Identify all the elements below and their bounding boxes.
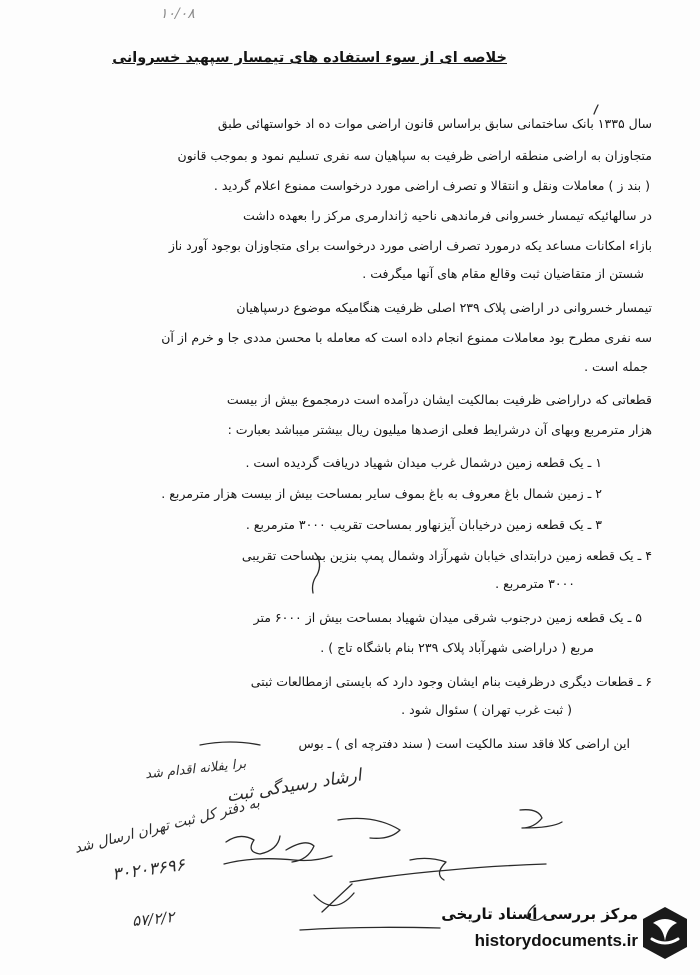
list-item-5-line-1: ۵ ـ یک قطعه زمین درجنوب شرقی میدان شهیاد بمساحت بیش از ۶۰۰۰ متر [253,610,642,625]
closing-line: این اراضی کلا فاقد سند مالکیت است ( سند دفترچه ای ) ـ بوس [298,736,630,751]
paragraph-3-line-2: سه نفری مطرح بود معاملات ممنوع انجام داده است که معامله با محسن مددی جا و خرم از آن [161,330,652,345]
top-handwritten-stamp: ۱۰/۰۸ [160,6,195,22]
list-item-6-line-1: ۶ ـ قطعات دیگری درظرفیت بنام ایشان وجود دارد که بایستی ازمطالعات ثبتی [250,674,652,689]
list-item-5-line-2: مربع ( دراراضی شهرآباد پلاک ۲۳۹ بنام باشگاه تاج ) . [320,640,594,655]
document-title: خلاصه ای از سوء استفاده های تیمسار سپهبد خسروانی [112,50,507,66]
handwritten-number: ۳۰۲۰۳۶۹۶ [110,855,187,885]
paragraph-1-line-1: سال ۱۳۳۵ بانک ساختمانی سابق براساس قانون اراضی موات ده اد خواستهائی طبق [217,116,652,131]
paragraph-3-line-3: جمله است . [584,359,648,374]
archive-logo-icon [638,903,692,963]
handwritten-note-2: به دفتر کل ثبت تهران ارسال شد [72,795,262,857]
paragraph-4-line-1: قطعاتی که دراراضی ظرفیت بمالکیت ایشان درآمده است درمجموع بیش از بیست [226,392,652,407]
list-item-4-line-1: ۴ ـ یک قطعه زمین درابتدای خیابان شهرآزاد وشمال پمپ بنزین بمساحت تقریبی [241,548,652,563]
paragraph-2-line-1: در سالهائیکه تیمسار خسروانی فرماندهی ناحیه ژاندارمری مرکز را بعهده داشت [243,208,652,223]
list-item-3: ۳ ـ یک قطعه زمین درخیابان آیزنهاور بمساحت تقریب ۳۰۰۰ مترمربع . [245,517,602,532]
archive-name: مرکز بررسی اسناد تاریخی [441,905,638,923]
paragraph-1-line-2: متجاوزان به اراضی منطقه اراضی ظرفیت به سپاهیان سه نفری تسلیم نمود و بموجب قانون [177,148,652,163]
paragraph-1-line-3: ( بند ز ) معاملات ونقل و انتقالا و تصرف اراضی مورد درخواست ممنوع اعلام گردید . [213,178,650,193]
list-item-6-line-2: ( ثبت غرب تهران ) سئوال شود . [401,702,572,717]
list-item-2: ۲ ـ زمین شمال باغ معروف به باغ بموف سایر بمساحت بیش از بیست هزار مترمربع . [161,486,602,501]
paragraph-2-line-3: شستن از متقاضیان ثبت وقالع مقام های آنها میگرفت . [362,266,644,281]
archive-website: historydocuments.ir [474,931,638,950]
archive-footer [404,897,696,969]
list-item-4-line-2: ۳۰۰۰ مترمربع . [495,576,575,591]
paragraph-3-line-1: تیمسار خسروانی در اراضی پلاک ۲۳۹ اصلی ظرفیت هنگامیکه موضوع درسپاهیان [236,300,652,315]
handwritten-number-2: ۵۷/۲/۲ [131,907,176,931]
handwritten-note-1: برا یفلانه اقدام شد [144,756,247,783]
paragraph-2-line-2: بازاء امکانات مساعد یکه درمورد تصرف اراضی مورد درخواست برای متجاوزان بوجود آورد ناز [168,238,652,253]
list-item-1: ۱ ـ یک قطعه زمین درشمال غرب میدان شهیاد دریافت گردیده است . [245,455,602,470]
handwritten-note-3: ارشاد رسیدگی ثبت [225,765,363,807]
paragraph-4-line-2: هزار مترمربع وبهای آن درشرایط فعلی ازصدها میلیون ریال بیشتر میباشد بعبارت : [227,422,652,437]
